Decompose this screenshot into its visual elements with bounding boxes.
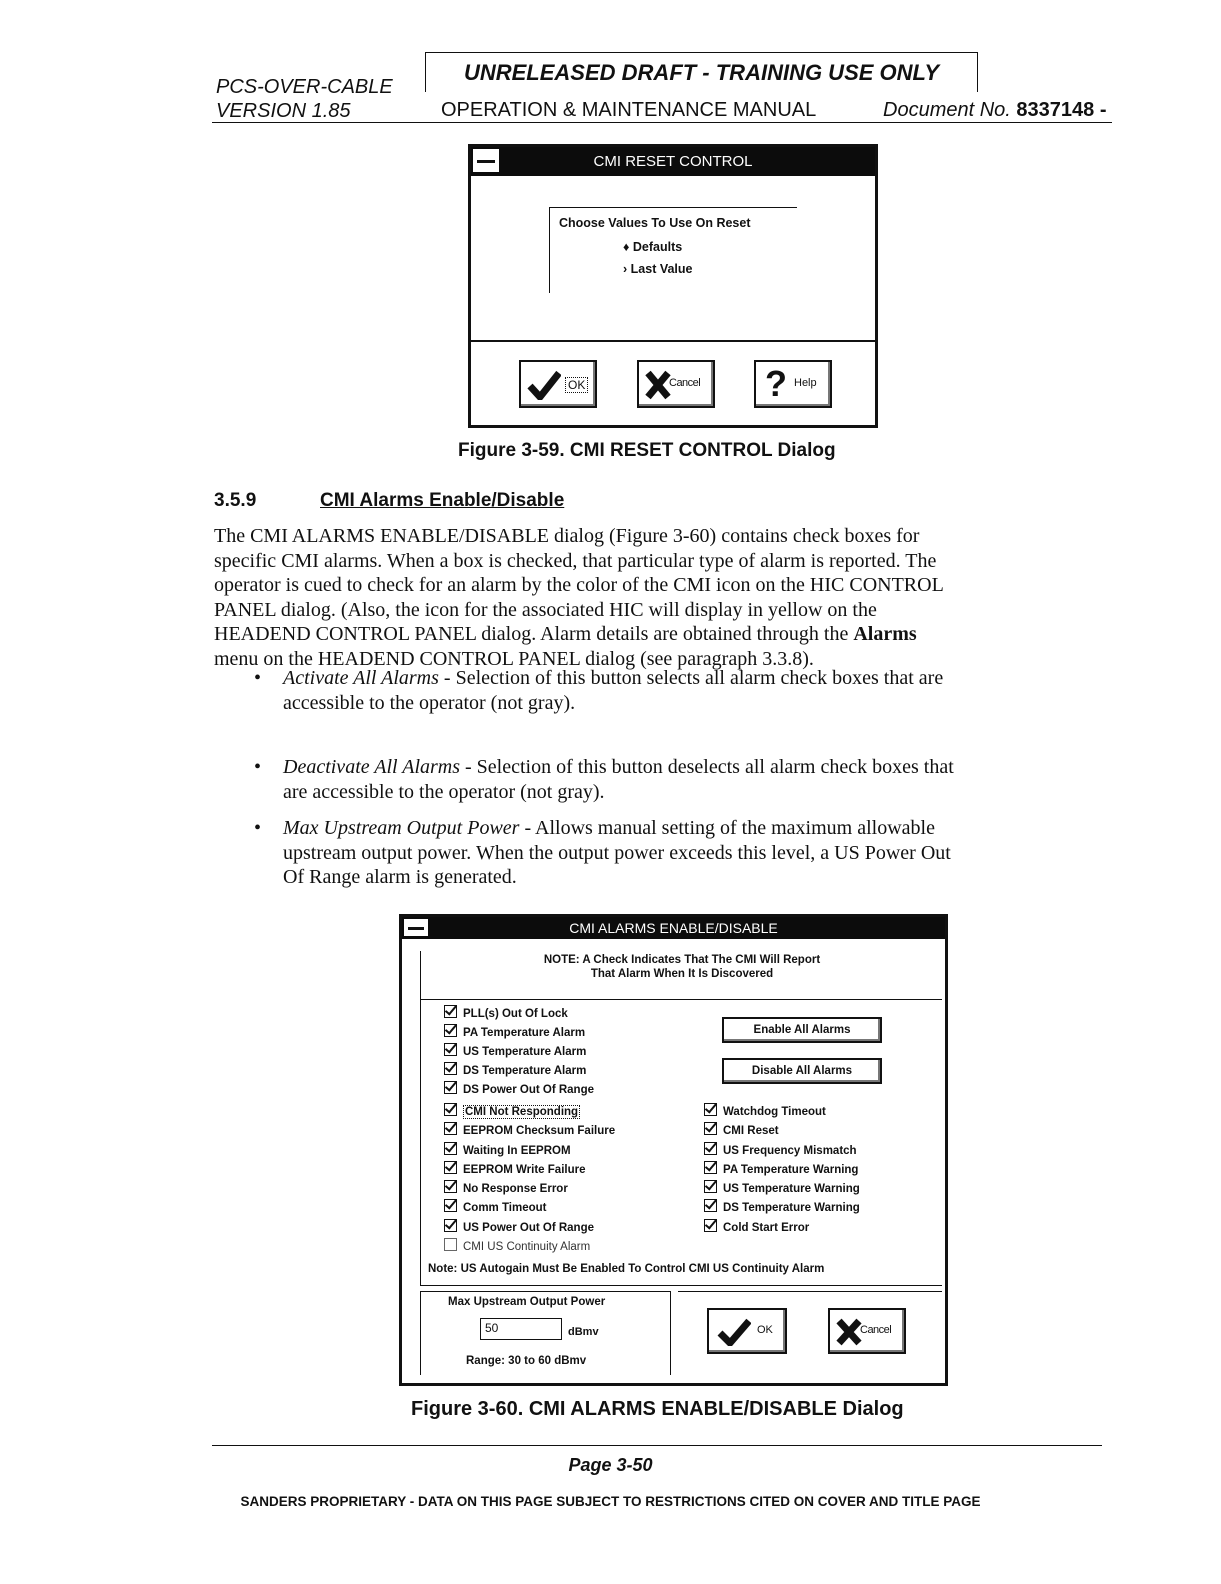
checkbox-checked-icon [444, 1103, 457, 1116]
alarm-check-us-warning[interactable] [704, 1180, 860, 1199]
proprietary-notice: SANDERS PROPRIETARY - DATA ON THIS PAGE SUBJECT TO RESTRICTIONS CITED ON COVER AND TITLE PAGE [240, 1494, 981, 1509]
system-menu-icon[interactable] [473, 149, 499, 172]
body-line-5 [214, 622, 1134, 647]
body-paragraph [214, 524, 1134, 671]
checkbox-checked-icon [704, 1219, 717, 1232]
bullet-dot: • [254, 667, 262, 689]
alarm-label: Waiting In EEPROM [463, 1144, 571, 1157]
power-group-left-rule [420, 1291, 421, 1375]
bullet-text-continued: accessible to the operator (not gray). [283, 691, 576, 714]
doc-number: 8337148 - [1016, 99, 1107, 121]
checkbox-checked-icon [444, 1122, 457, 1135]
checkbox-checked-icon [444, 1062, 457, 1075]
power-unit: dBmv [568, 1326, 599, 1338]
checkbox-checked-icon [704, 1161, 717, 1174]
group-left-rule [420, 951, 421, 1285]
bullet-term: Activate All Alarms [283, 667, 439, 689]
bullet-term: Deactivate All Alarms [283, 756, 461, 778]
radio-last-value-label: Last Value [630, 262, 693, 276]
alarm-label: DS Temperature Alarm [463, 1065, 587, 1077]
alarm-check-watchdog[interactable] [704, 1103, 860, 1122]
checkbox-checked-icon [444, 1005, 457, 1018]
checkbox-checked-icon [704, 1142, 717, 1155]
alarm-label: CMI Reset [723, 1125, 779, 1138]
alarm-check-us-power[interactable] [444, 1219, 615, 1238]
checkmark-icon [527, 370, 561, 400]
alarms-cancel-label: Cancel [860, 1324, 892, 1336]
checkbox-checked-icon [704, 1199, 717, 1212]
alarm-check-eeprom-checksum[interactable] [444, 1122, 615, 1141]
checkbox-checked-icon [444, 1161, 457, 1174]
body-line-4: PANEL dialog. (Also, the icon for the associated HIC will display in yellow on the [214, 598, 877, 621]
checkbox-checked-icon [704, 1122, 717, 1135]
alarms-menu-term: Alarms [853, 623, 917, 645]
body-line-5-text: HEADEND CONTROL PANEL dialog. Alarm details are obtained through the [214, 623, 849, 645]
figure-59-caption: Figure 3-59. CMI RESET CONTROL Dialog [458, 440, 836, 461]
draft-banner: UNRELEASED DRAFT - TRAINING USE ONLY [425, 52, 978, 92]
group-left-rule [549, 207, 550, 293]
reset-cancel-label: Cancel [669, 377, 701, 389]
figure-60-caption: Figure 3-60. CMI ALARMS ENABLE/DISABLE Dialog [411, 1398, 904, 1420]
button-bar-rule [471, 340, 875, 342]
alarm-check-us-continuity[interactable] [444, 1238, 615, 1257]
checkbox-checked-icon [444, 1142, 457, 1155]
footer-rule [212, 1445, 1102, 1446]
alarm-check-pa-warning[interactable] [704, 1161, 860, 1180]
reset-dialog-title: CMI RESET CONTROL [593, 153, 753, 170]
checkbox-checked-icon [444, 1043, 457, 1056]
body-line-2: specific CMI alarms. When a box is checked, that particular type of alarm is reported. The [214, 549, 937, 572]
doc-label: Document No. [883, 99, 1011, 121]
bullet-dot: • [254, 756, 262, 778]
body-line-6: menu on the HEADEND CONTROL PANEL dialog (see paragraph 3.3.8). [214, 647, 814, 670]
alarm-check-ds-warning[interactable] [704, 1199, 860, 1218]
alarms-dialog [399, 914, 948, 1386]
checkbox-checked-icon [704, 1103, 717, 1116]
right-alarm-list [704, 1103, 860, 1238]
group-top-rule [549, 207, 797, 208]
alarm-label: PLL(s) Out Of Lock [463, 1008, 568, 1020]
alarms-cancel-button[interactable] [828, 1308, 906, 1354]
bullet-max-upstream [254, 816, 1133, 890]
system-menu-icon[interactable] [404, 919, 428, 936]
bullet-deactivate-all [254, 755, 1133, 804]
power-range: Range: 30 to 60 dBmv [466, 1355, 587, 1367]
alarm-check-not-responding[interactable] [444, 1103, 615, 1122]
left-alarm-list [444, 1103, 615, 1257]
reset-group-label: Choose Values To Use On Reset [559, 216, 751, 230]
checkbox-checked-icon [444, 1081, 457, 1094]
checkbox-checked-icon [444, 1219, 457, 1232]
checkbox-unchecked-icon [444, 1238, 457, 1251]
autogain-note: Note: US Autogain Must Be Enabled To Control CMI US Continuity Alarm [428, 1263, 825, 1275]
checkbox-checked-icon [444, 1024, 457, 1037]
alarm-label: PA Temperature Warning [723, 1163, 859, 1176]
reset-ok-label: OK [565, 377, 588, 393]
alarm-check-waiting-eeprom[interactable] [444, 1142, 615, 1161]
bullet-text: - Allows manual setting of the maximum allowable [519, 817, 935, 839]
alarm-label-focused: CMI Not Responding [465, 1106, 579, 1118]
page-number: Page 3-50 [568, 1455, 653, 1475]
top-alarm-list [444, 1005, 594, 1100]
alarm-label: DS Temperature Warning [723, 1202, 860, 1215]
power-label: Max Upstream Output Power [448, 1296, 606, 1308]
section-number: 3.5.9 [214, 490, 257, 511]
alarm-label: Cold Start Error [723, 1221, 810, 1234]
body-line-1: The CMI ALARMS ENABLE/DISABLE dialog (Figure 3-60) contains check boxes for [214, 525, 920, 547]
radio-defaults[interactable] [623, 240, 682, 254]
alarm-label: US Frequency Mismatch [723, 1144, 857, 1157]
reset-help-label: Help [794, 377, 817, 389]
alarm-label: Comm Timeout [463, 1202, 547, 1215]
alarm-note-line-1: NOTE: A Check Indicates That The CMI Will Report [543, 954, 821, 966]
alarm-check-ds-power[interactable] [444, 1081, 594, 1100]
reset-help-button[interactable] [754, 360, 832, 408]
checkmark-icon [717, 1318, 751, 1346]
bullet-term: Max Upstream Output Power [283, 817, 520, 839]
alarm-label: DS Power Out Of Range [463, 1084, 594, 1096]
alarm-label: No Response Error [463, 1183, 568, 1196]
note-rule [420, 999, 942, 1000]
power-group-top-rule [420, 1291, 670, 1292]
x-mark-icon [644, 370, 672, 400]
bullet-activate-all [254, 666, 1133, 715]
alarm-check-comm-timeout[interactable] [444, 1199, 615, 1218]
alarm-check-pa-temp[interactable] [444, 1024, 594, 1043]
radio-unselected-icon: › [623, 262, 628, 276]
radio-last-value[interactable] [623, 262, 693, 276]
bullet-text-continued: Of Range alarm is generated. [283, 866, 517, 888]
alarm-check-us-freq[interactable] [704, 1142, 860, 1161]
button-group-top-rule [678, 1291, 942, 1292]
section-title: CMI Alarms Enable/Disable [320, 490, 565, 511]
bullet-text-continued: are accessible to the operator (not gray). [283, 780, 605, 803]
power-group-right-rule [670, 1291, 671, 1375]
header-document-number [883, 99, 1106, 122]
alarm-note-line-2: That Alarm When It Is Discovered [590, 968, 774, 980]
header-manual: OPERATION & MAINTENANCE MANUAL [441, 99, 817, 121]
alarm-check-eeprom-write[interactable] [444, 1161, 615, 1180]
radio-selected-icon: ♦ [623, 240, 630, 254]
alarm-note [422, 953, 942, 981]
bottom-rule [420, 1285, 942, 1286]
header-rule [212, 122, 1112, 123]
alarm-label: PA Temperature Alarm [463, 1027, 586, 1039]
header-product: PCS-OVER-CABLE [216, 76, 393, 98]
bullet-text: - Selection of this button selects all alarm check boxes that are [438, 667, 944, 689]
alarm-label: US Temperature Alarm [463, 1046, 587, 1058]
alarms-dialog-titlebar [402, 917, 945, 939]
x-mark-icon [835, 1318, 863, 1346]
alarm-check-no-response[interactable] [444, 1180, 615, 1199]
alarm-label: US Power Out Of Range [463, 1221, 594, 1234]
alarm-check-cold-start[interactable] [704, 1219, 860, 1238]
enable-all-alarms-button[interactable]: Enable All Alarms [722, 1017, 882, 1043]
alarms-dialog-title: CMI ALARMS ENABLE/DISABLE [569, 920, 778, 936]
alarm-label: US Temperature Warning [723, 1183, 860, 1196]
alarm-label-disabled: CMI US Continuity Alarm [463, 1241, 591, 1254]
alarm-check-cmi-reset[interactable] [704, 1122, 860, 1141]
body-line-3: operator is cued to check for an alarm by the color of the CMI icon on the HIC CONTROL [214, 574, 944, 596]
checkbox-checked-icon [704, 1180, 717, 1193]
alarm-label: Watchdog Timeout [723, 1106, 826, 1118]
alarm-label: EEPROM Write Failure [463, 1163, 586, 1176]
alarm-check-pll[interactable] [444, 1005, 594, 1024]
alarms-ok-label: OK [757, 1324, 773, 1336]
alarm-check-us-temp[interactable] [444, 1043, 594, 1062]
reset-cancel-button[interactable] [637, 360, 715, 408]
reset-dialog-titlebar [471, 147, 875, 176]
disable-all-alarms-button[interactable]: Disable All Alarms [722, 1058, 882, 1084]
reset-ok-button[interactable] [519, 360, 597, 408]
bullet-text: - Selection of this button deselects all alarm check boxes that [460, 756, 954, 778]
radio-defaults-label: Defaults [632, 240, 683, 254]
header-version: VERSION 1.85 [216, 100, 351, 122]
alarm-check-ds-temp[interactable] [444, 1062, 594, 1081]
reset-control-dialog [468, 144, 878, 428]
checkbox-checked-icon [444, 1199, 457, 1212]
power-input[interactable]: 50 [480, 1318, 562, 1340]
alarms-ok-button[interactable] [707, 1308, 787, 1354]
question-mark-icon: ? [765, 363, 787, 404]
checkbox-checked-icon [444, 1180, 457, 1193]
alarm-label: EEPROM Checksum Failure [463, 1125, 616, 1138]
bullet-dot: • [254, 817, 262, 839]
bullet-text-continued: upstream output power. When the output power exceeds this level, a US Power Out [283, 841, 951, 864]
